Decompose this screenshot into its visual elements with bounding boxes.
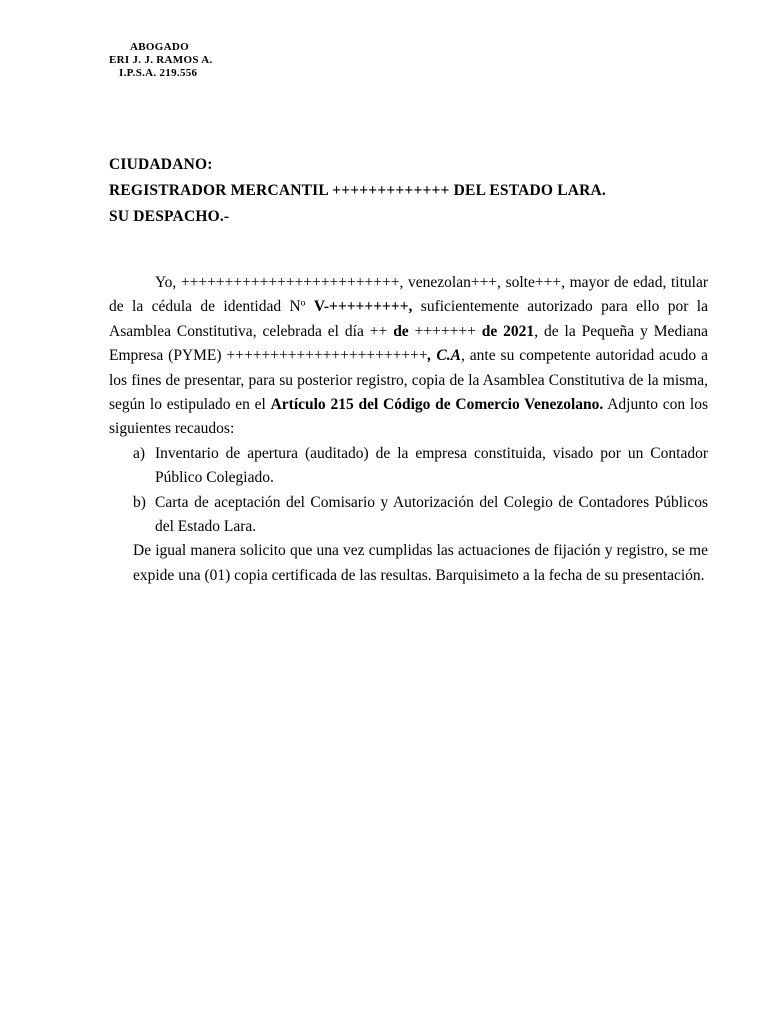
- list-item-text: Inventario de apertura (auditado) de la empresa constituida, visado por un Contador Público Colegiado.: [155, 444, 708, 487]
- lawyer-header: [109, 41, 213, 80]
- p1-text-e: , ante su competente autoridad acudo a los fines de presentar, para su posterior registro, copia de la Asamblea Constitutiva de la misma, según lo estipulado en el: [109, 347, 708, 414]
- p1-article-reference: Artículo 215 del Código de Comercio Venezolano.: [270, 396, 604, 414]
- p1-text-c: +++++++: [408, 322, 482, 340]
- lawyer-registration: I.P.S.A. 219.556: [119, 67, 198, 79]
- addressee-office: SU DESPACHO.-: [109, 208, 230, 225]
- attachments-list: [109, 442, 708, 540]
- p1-text-d: , de la Pequeña y Mediana Empresa (PYME) +++++++++++++++++++++++: [109, 322, 709, 365]
- list-item: [109, 491, 708, 540]
- p1-text-a: Yo, +++++++++++++++++++++++++, venezolan+++, solte+++, mayor de edad, titular de la cédula de identidad Nº: [109, 274, 708, 316]
- body-paragraph-2: De igual manera solicito que una vez cumplidas las actuaciones de fijación y registro, se me expide una (01) copia certificada de las resultas. Barquisimeto a la fecha de su presentación.: [133, 542, 708, 584]
- body-paragraph-1: [109, 271, 708, 442]
- addressee-recipient: REGISTRADOR MERCANTIL +++++++++++++ DEL ESTADO LARA.: [109, 182, 606, 199]
- p1-text-b: suficientemente autorizado para ello por la Asamblea Constitutiva, celebrada el día ++: [109, 298, 708, 340]
- lawyer-title: ABOGADO: [130, 41, 189, 53]
- addressee-salutation: CIUDADANO:: [109, 156, 213, 173]
- list-marker: a): [133, 444, 146, 462]
- p1-text-f: Adjunto con los siguientes recaudos:: [109, 396, 708, 438]
- p1-year: de 2021: [481, 322, 535, 340]
- list-marker: b): [133, 493, 146, 511]
- addressee-block: [109, 152, 606, 230]
- letter-body: [109, 271, 708, 588]
- list-item-text: Carta de aceptación del Comisario y Autorización del Colegio de Contadores Públicos del Estado Lara.: [155, 493, 708, 536]
- p1-id-number: V-+++++++++,: [313, 298, 413, 316]
- p1-company-suffix: , C.A: [427, 347, 461, 365]
- p1-de: de: [393, 322, 409, 340]
- list-item: [109, 442, 708, 491]
- lawyer-name: ERI J. J. RAMOS A.: [109, 54, 213, 66]
